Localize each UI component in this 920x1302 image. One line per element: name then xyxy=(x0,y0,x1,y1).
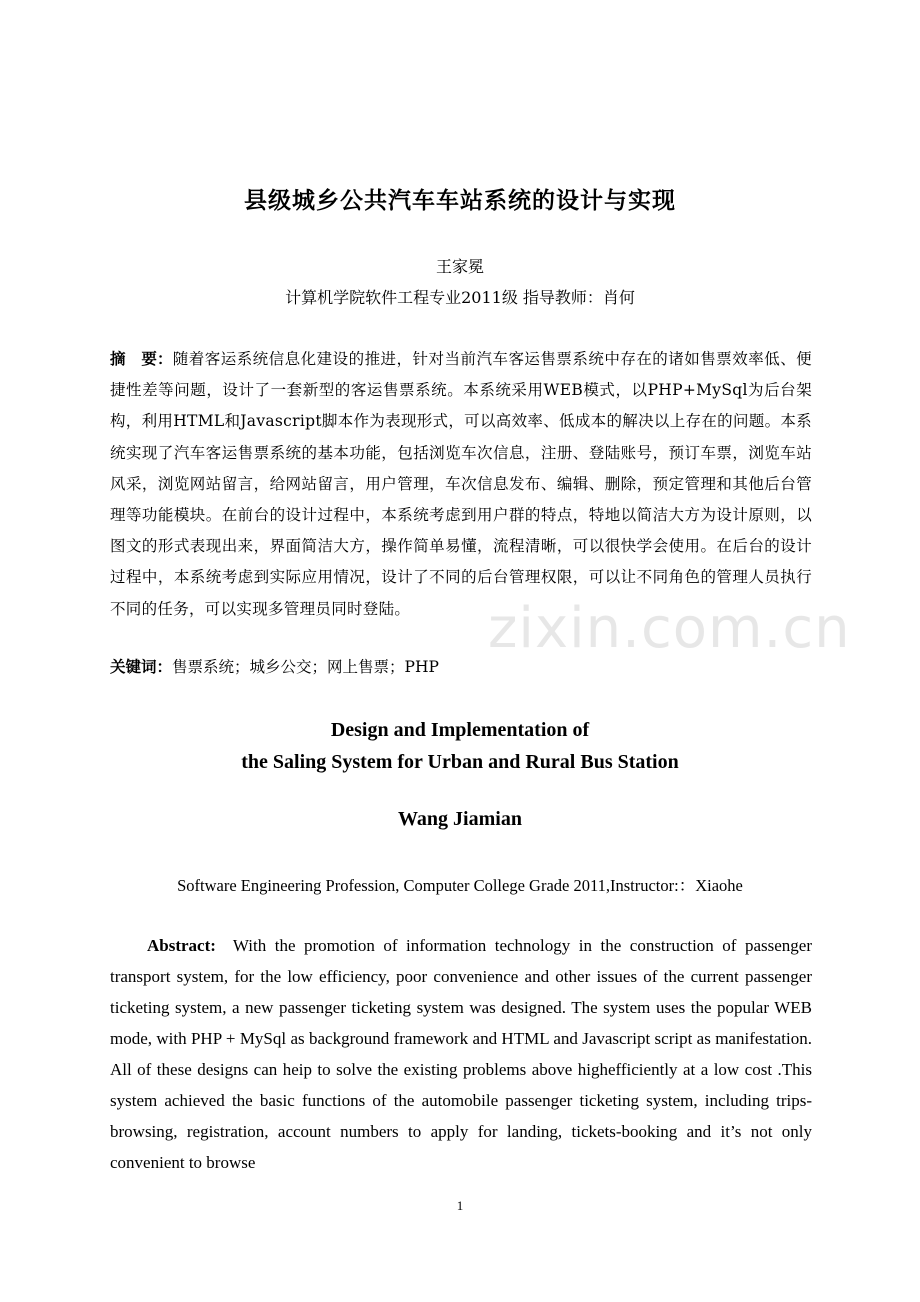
page-number: 1 xyxy=(456,1198,464,1213)
english-title-line-2: the Saling System for Urban and Rural Bus Station xyxy=(241,751,679,773)
english-author: Wang Jiamian xyxy=(398,808,522,830)
chinese-author: 王家冕 xyxy=(435,257,484,276)
english-affiliation: Software Engineering Profession, Computer College Grade 2011,Instructor:：Xiaohe xyxy=(177,876,743,895)
chinese-keywords-text: 售票系统；城乡公交；网上售票；PHP xyxy=(172,658,439,676)
chinese-abstract-text: 随着客运系统信息化建设的推进，针对当前汽车客运售票系统中存在的诸如售票效率低、便捷性差等问题，设计了一套新型的客运售票系统。本系统采用WEB模式，以PHP+MySql为后台架构，利用HTML和Javascript脚本作为表现形式，可以高效率、低成本的解决以上存在的问题。本系统实现了汽车客运售票系统的基本功能，包括浏览车次信息，注册、登陆账号，预订车票，浏览车站风采，浏览网站留言，给网站留言，用户管理，车次信息发布、编辑、删除，预定管理和其他后台管理等功能模块。在前台的设计过程中，本系统考虑到用户群的特点，特地以简洁大方为设计原则，以图文的形式表现出来，界面简洁大方，操作简单易懂，流程清晰，可以很快学会使用。在后台的设计过程中，本系统考虑到实际应用情况，设计了不同的后台管理权限，可以让不同角色的管理人员执行不同的任务，可以实现多管理员同时登陆。 xyxy=(110,350,812,618)
chinese-abstract-label: 摘 要： xyxy=(110,350,173,368)
english-title xyxy=(0,714,920,778)
chinese-keywords xyxy=(110,654,812,680)
chinese-affiliation: 计算机学院软件工程专业2011级 指导教师：肖何 xyxy=(285,288,635,307)
english-abstract xyxy=(110,930,812,1178)
chinese-abstract xyxy=(110,344,812,625)
english-title-line-1: Design and Implementation of xyxy=(330,719,590,741)
chinese-keywords-label: 关键词： xyxy=(110,658,173,676)
chinese-title: 县级城乡公共汽车车站系统的设计与实现 xyxy=(244,188,676,214)
watermark: zixin.com.cn xyxy=(488,596,851,661)
english-abstract-text: With the promotion of information technology in the construction of passenger transport system, for the low efficiency, poor convenience and other issues of the current passenger ticketing system, a new passenger ticketing system was designed. The system uses the popular WEB mode, with PHP + MySql as background framework and HTML and Javascript script as manifestation. All of these designs can heip to solve the existing problems above highefficiently at a low cost .This system achieved the basic functions of the automobile passenger ticketing system, including trips-browsing, registration, account numbers to apply for landing, tickets-booking and it’s not only convenient to browse xyxy=(110,936,812,1172)
english-abstract-label: Abstract: xyxy=(147,936,216,955)
